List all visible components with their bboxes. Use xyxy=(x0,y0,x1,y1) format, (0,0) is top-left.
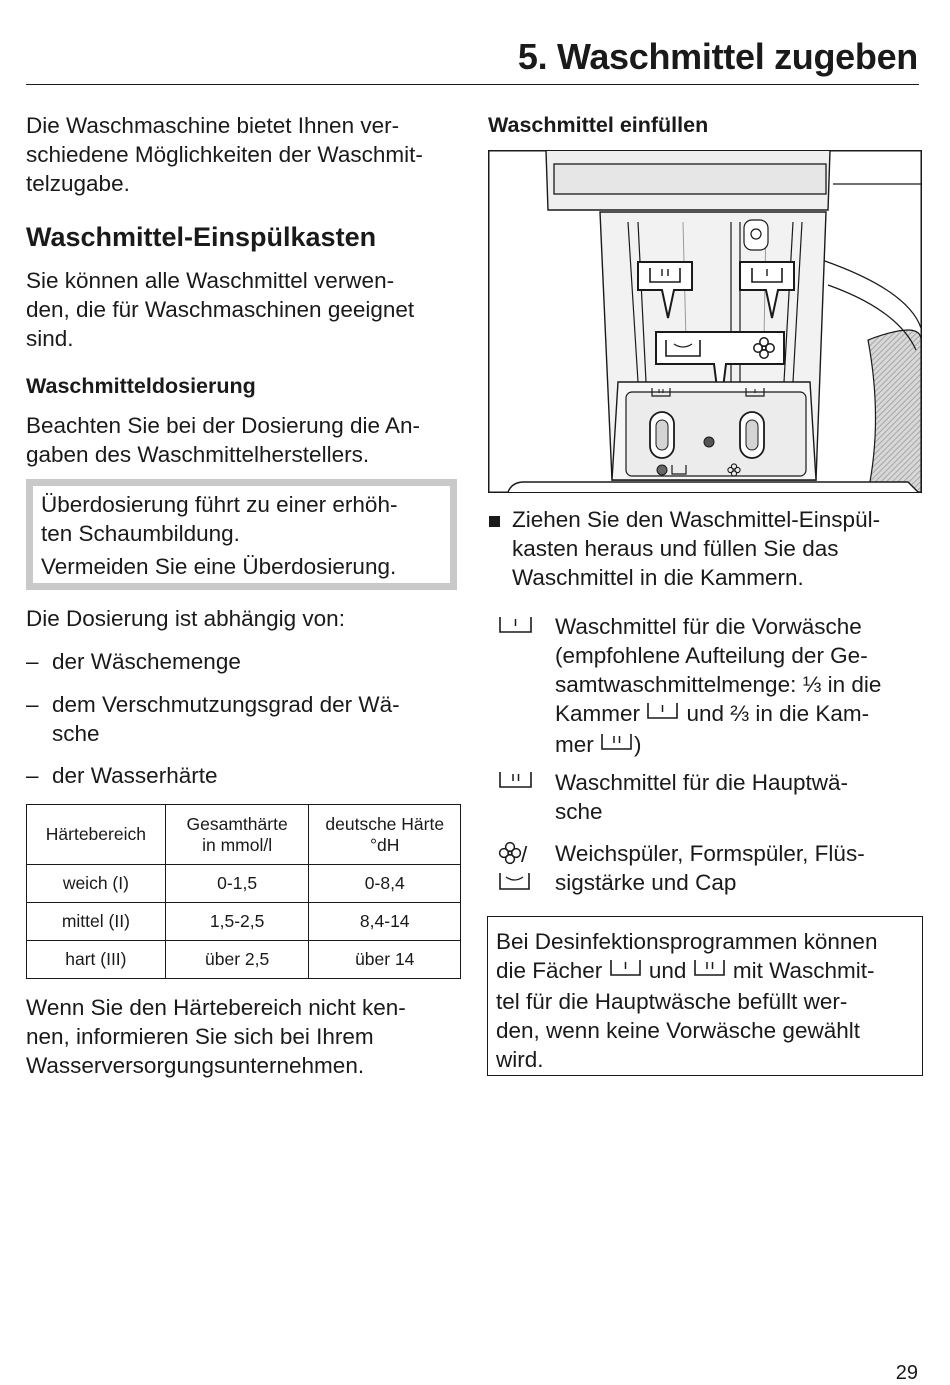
table-row xyxy=(27,903,461,941)
factor-list-item: – der Wasserhärte xyxy=(26,763,218,788)
outro-paragraph: Wenn Sie den Härtebereich nicht ken- nen, informieren Sie sich bei Ihrem Wasserversorgungsunternehmen. xyxy=(26,995,406,1078)
table-cell: über 14 xyxy=(309,941,461,979)
softener-flower-icon xyxy=(498,841,522,870)
prewash-compartment-icon xyxy=(609,958,643,987)
warning-box xyxy=(26,479,457,590)
dispenser-drawer-illustration xyxy=(488,150,922,493)
table-cell: 1,5-2,5 xyxy=(165,903,309,941)
dispenser-paragraph: Sie können alle Waschmittel verwen- den, die für Waschmaschinen geeignet sind. xyxy=(26,268,415,351)
table-row xyxy=(27,865,461,903)
table-cell: 0-1,5 xyxy=(165,865,309,903)
section-heading-dispenser: Waschmittel-Einspülkasten xyxy=(26,222,377,252)
mainwash-compartment-icon xyxy=(498,769,534,798)
dosing-paragraph: Beachten Sie bei der Dosierung die An- gaben des Waschmittelherstellers. xyxy=(26,413,421,467)
bullet-square-icon xyxy=(489,516,500,527)
warning-line: ten Schaumbildung. xyxy=(41,521,240,546)
factor-list-item: – dem Verschmutzungsgrad der Wä- sche xyxy=(26,692,400,746)
page-title: 5. Waschmittel zugeben xyxy=(517,36,918,77)
table-cell: über 2,5 xyxy=(165,941,309,979)
mainwash-compartment-icon xyxy=(600,732,634,761)
table-cell: hart (III) xyxy=(27,941,166,979)
table-header-cell: Härtebereich xyxy=(27,805,166,865)
table-header-cell: Gesamthärte in mmol/l xyxy=(165,805,309,865)
warning-line: Überdosierung führt zu einer erhöh- xyxy=(41,492,398,517)
table-row xyxy=(27,941,461,979)
cap-compartment-icon xyxy=(498,871,532,898)
mainwash-description: Waschmittel für die Hauptwä- sche xyxy=(555,770,849,824)
intro-paragraph: Die Waschmaschine bietet Ihnen ver- schiedene Möglichkeiten der Waschmit- telzugabe. xyxy=(26,113,423,196)
subheading-dosing: Waschmitteldosierung xyxy=(26,374,256,398)
table-cell: weich (I) xyxy=(27,865,166,903)
softener-description: Weichspüler, Formspüler, Flüs- sigstärke und Cap xyxy=(555,841,865,895)
prewash-compartment-icon xyxy=(646,701,680,730)
factor-list-item: – der Wäschemenge xyxy=(26,649,241,674)
header-divider xyxy=(26,84,919,85)
subheading-fill-detergent: Waschmittel einfüllen xyxy=(488,113,709,137)
table-cell: 8,4-14 xyxy=(309,903,461,941)
disinfection-note-box: Bei Desinfektionsprogrammen können die Fächer und mit Waschmit- tel für die Hauptwäsche befüllt wer- den, wenn keine Vorwäsche gewählt wird. xyxy=(487,916,923,1076)
warning-line: Vermeiden Sie eine Überdosierung. xyxy=(41,554,397,579)
prewash-compartment-icon xyxy=(498,614,534,643)
table-cell: mittel (II) xyxy=(27,903,166,941)
table-header-row xyxy=(27,805,461,865)
water-hardness-table xyxy=(26,804,461,979)
page-number: 29 xyxy=(895,1362,918,1384)
depends-on-text: Die Dosierung ist abhängig von: xyxy=(26,606,345,631)
table-cell: 0-8,4 xyxy=(309,865,461,903)
table-header-cell: deutsche Härte °dH xyxy=(309,805,461,865)
softener-slash: / xyxy=(521,842,528,867)
instruction-step: Ziehen Sie den Waschmittel-Einspül- kasten heraus und füllen Sie das Waschmittel in die Kammern. xyxy=(512,507,881,590)
mainwash-compartment-icon xyxy=(693,958,727,987)
prewash-description: Waschmittel für die Vorwäsche (empfohlene Aufteilung der Ge- samtwaschmittelmenge: ⅓ in die Kammer und ⅔ in die Kam- mer ) xyxy=(555,612,881,761)
